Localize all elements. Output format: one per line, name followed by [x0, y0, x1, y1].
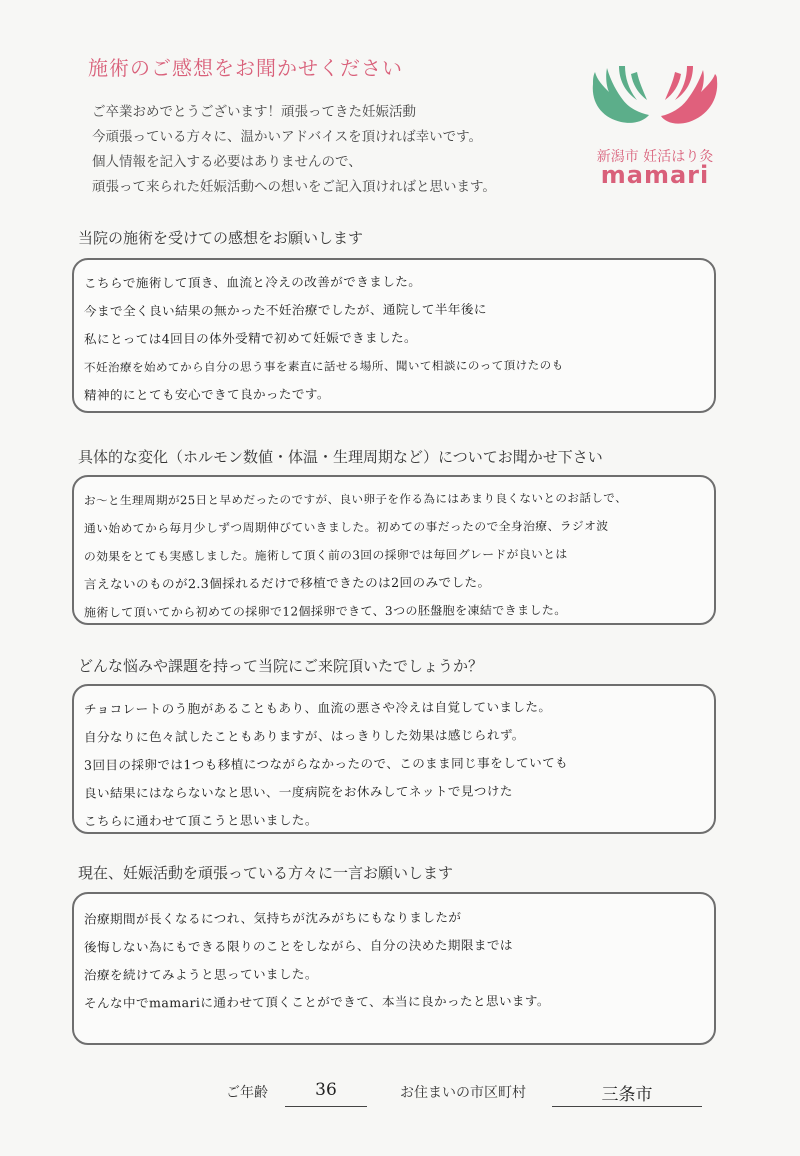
answer-box-changes	[72, 475, 716, 625]
handwritten-line: 今まで全く良い結果の無かった不妊治療でしたが、通院して半年後に	[83, 301, 487, 319]
answer-box-concerns	[72, 684, 716, 834]
city-value: 三条市	[552, 1080, 702, 1107]
handwritten-line: チョコレートのう胞があることもあり、血流の悪さや冷えは自覚していました。	[83, 699, 552, 717]
handwritten-line: 通い始めてから毎月少しずつ周期伸びていきました。初めての事だったので全身治療、ラジオ波	[83, 518, 609, 536]
section-title-message: 現在、妊娠活動を頑張っている方々に一言お願いします	[78, 864, 454, 882]
handwritten-line: そんな中でmamariに通わせて頂くことができて、本当に良かったと思います。	[83, 993, 550, 1011]
handwritten-line: 後悔しない為にもできる限りのことをしながら、自分の決めた期限までは	[83, 937, 513, 955]
city-label: お住まいの市区町村	[400, 1085, 526, 1101]
section-title-impressions: 当院の施術を受けての感想をお願いします	[78, 229, 364, 247]
handwritten-line: 私にとっては4回目の体外受精で初めて妊娠できました。	[83, 329, 418, 347]
handwritten-line: 治療期間が長くなるにつれ、気持ちが沈みがちにもなりましたが	[83, 909, 462, 927]
handwritten-line: こちらで施術して頂き、血流と冷えの改善ができました。	[83, 273, 422, 291]
intro-line: 個人情報を記入する必要はありませんので、	[92, 154, 362, 170]
intro-line: ご卒業おめでとうございます！頑張ってきた妊娠活動	[92, 104, 416, 120]
handwritten-line: こちらに通わせて頂こうと思いました。	[83, 812, 318, 829]
handwritten-line: 精神的にとても安心できて良かったです。	[83, 386, 330, 403]
age-label: ご年齢	[226, 1085, 268, 1101]
handwritten-line: 不妊治療を始めてから自分の思う事を素直に話せる場所、聞いて相談にのって頂けたのも	[83, 358, 564, 375]
section-title-concerns: どんな悩みや課題を持って当院にご来院頂いたでしょうか？	[78, 657, 484, 675]
handwritten-line: 施術して頂いてから初めての採卵で12個採卵できて、3つの胚盤胞を凍結できました。	[83, 603, 567, 620]
logo-clinic-name: 新潟市 妊活はり灸	[596, 149, 714, 165]
handwritten-line: の効果をとても実感しました。施術して頂く前の3回の採卵では毎回グレードが良いとは	[83, 547, 568, 564]
hands-logo-icon	[585, 60, 725, 146]
page-title: 施術のご感想をお聞かせください	[88, 56, 403, 80]
age-value: 36	[285, 1080, 367, 1107]
handwritten-line: 3回目の採卵では1つも移植につながらなかったので、このまま同じ事をしていても	[83, 755, 569, 773]
handwritten-line: 言えないのものが2.3個採れるだけで移植できたのは2回のみでした。	[83, 574, 491, 592]
mamari-logo	[585, 60, 725, 190]
intro-line: 今頑張っている方々に、温かいアドバイスを頂ければ幸いです。	[92, 129, 483, 145]
intro-text	[92, 100, 496, 200]
handwritten-line: 自分なりに色々試したこともありますが、はっきりした効果は感じられず。	[83, 727, 525, 745]
section-title-changes: 具体的な変化（ホルモン数値・体温・生理周期など）についてお聞かせ下さい	[78, 448, 603, 466]
handwritten-line: 治療を続けてみようと思っていました。	[83, 966, 318, 983]
answer-box-impressions	[72, 258, 716, 413]
intro-line: 頑張って来られた妊娠活動への想いをご記入頂ければと思います。	[92, 179, 496, 195]
answer-box-message	[72, 892, 716, 1045]
logo-brand: mamari	[600, 161, 710, 189]
handwritten-line: お～と生理周期が25日と早めだったのですが、良い卵子を作る為にはあまり良くないとのお話しで、	[83, 490, 628, 508]
handwritten-line: 良い結果にはならないなと思い、一度病院をお休みしてネットで見つけた	[83, 783, 513, 801]
